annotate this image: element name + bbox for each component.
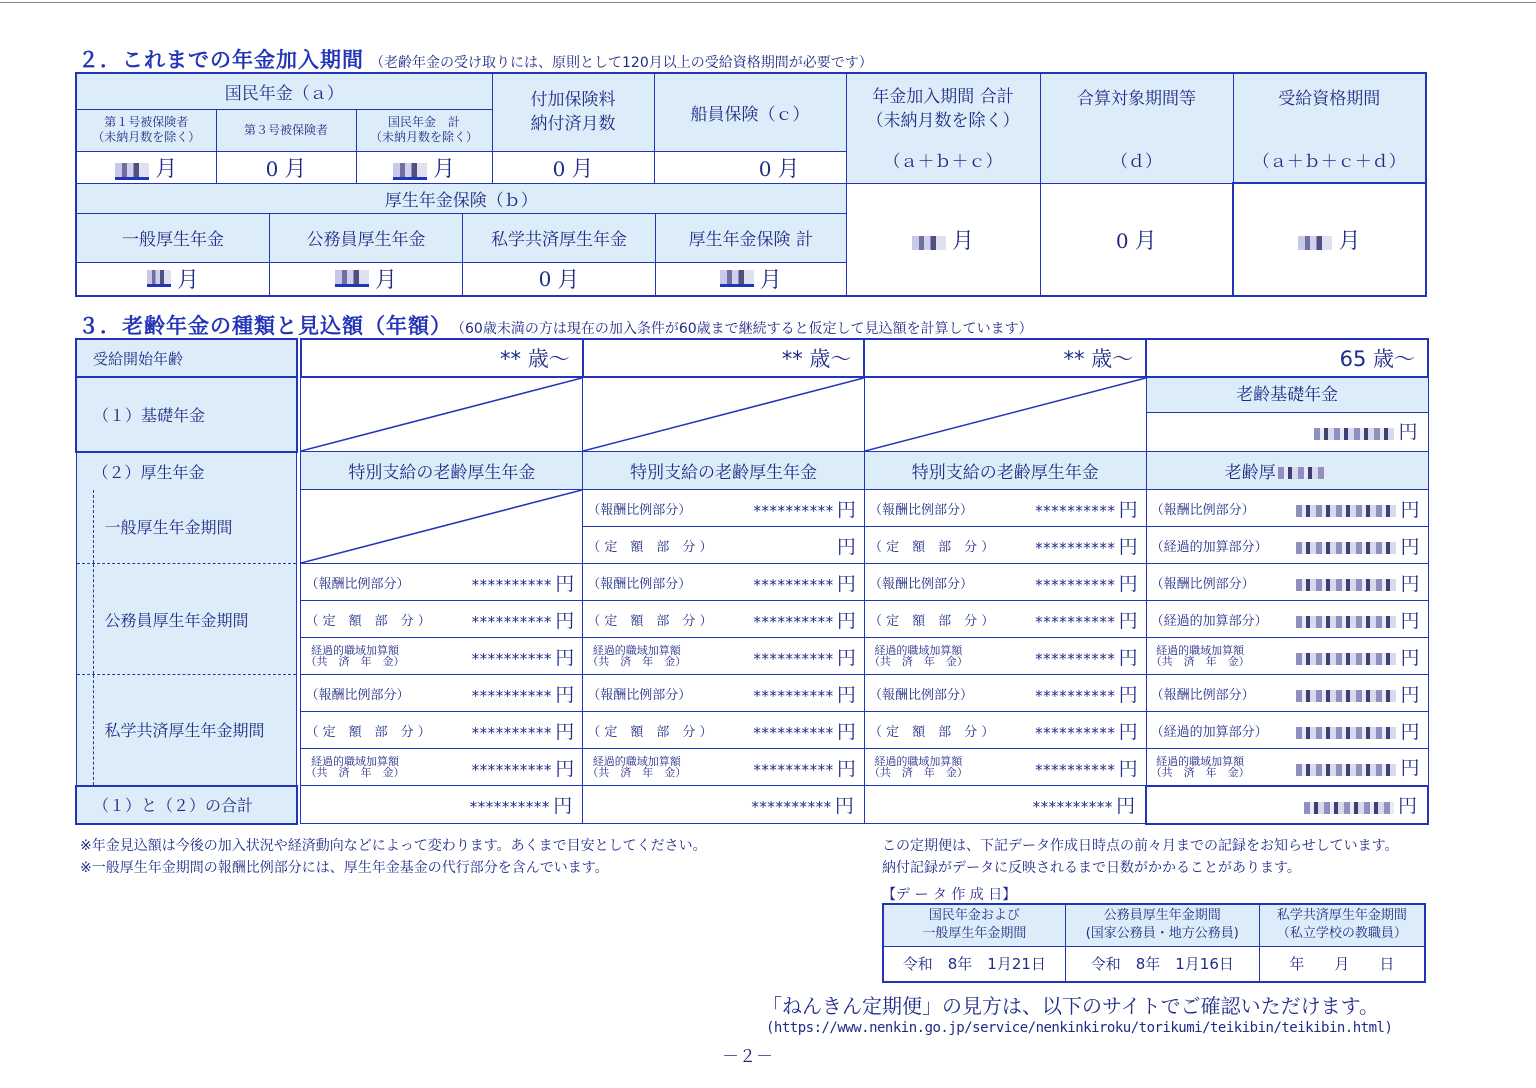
kyosai-label: （共 済 年 金） xyxy=(305,655,405,668)
keika_kasan-label: （経過的加算部分） xyxy=(1150,724,1268,740)
gokei-value xyxy=(846,183,1040,296)
yen-unit: 円 xyxy=(836,572,856,595)
section2-title: ２．これまでの年金加入期間 （老齢年金の受け取りには、原則として120月以上の受給資格期間が必要です） xyxy=(78,48,873,72)
gassan-header xyxy=(1040,73,1233,183)
houshu-label: （報酬比例部分） xyxy=(587,502,692,518)
komuin-label: 公務員厚生年金期間 xyxy=(104,610,249,630)
yen-unit: 円 xyxy=(1118,646,1138,669)
kyosai-label: （共 済 年 金） xyxy=(305,766,405,779)
gassan-number: 0 xyxy=(1115,228,1129,253)
rokurei-kiso-value xyxy=(1147,413,1428,451)
pension-estimate-table xyxy=(75,338,1429,825)
kiso-na-1 xyxy=(301,377,583,452)
note-right-1: この定期便は、下記データ作成日時点の前々月までの記録をお知らせしています。 xyxy=(882,838,1399,854)
keika_kasan-label: （経過的加算部分） xyxy=(1150,539,1268,555)
yen-unit: 円 xyxy=(1118,683,1138,706)
date-col2-header: 公務員厚生年金期間 (国家公務員・地方公務員) xyxy=(1065,904,1259,946)
redacted-value xyxy=(1296,542,1396,554)
yen-unit: 円 xyxy=(1400,646,1420,669)
kokumin-kei-value xyxy=(356,151,492,183)
komuin-teigaku-1 xyxy=(301,601,583,638)
fuka-value xyxy=(492,151,654,183)
shokuiki-label: 経過的職域加算額 xyxy=(310,644,399,657)
komuin-shoku-4 xyxy=(1146,638,1428,675)
shokuiki-label: 経過的職域加算額 xyxy=(310,755,399,768)
fuka-header: 付加保険料 納付済月数 xyxy=(492,73,654,151)
shigaku-teigaku-3 xyxy=(864,712,1146,749)
gokei-formula: （ａ＋ｂ＋ｃ） xyxy=(883,151,1003,172)
teigaku-label: （ 定 額 部 分 ） xyxy=(305,613,431,629)
kyosai-label: （共 済 年 金） xyxy=(868,766,968,779)
yen-unit: 円 xyxy=(1400,535,1420,558)
teigaku-label: （ 定 額 部 分 ） xyxy=(587,613,713,629)
komuin-label-cell xyxy=(76,564,297,675)
dai1-header xyxy=(76,109,216,151)
note-right-2: 納付記録がデータに反映されるまで日数がかかることがあります。 xyxy=(882,860,1301,876)
houshu-label: （報酬比例部分） xyxy=(305,576,410,592)
date-col3-header: 私学共済厚生年金期間 （私立学校の教職員） xyxy=(1259,904,1425,946)
tokubetsu-2: 特別支給の老齢厚生年金 xyxy=(583,452,865,490)
shigaku-number: 0 xyxy=(538,266,552,291)
month-unit: 月 xyxy=(432,156,455,182)
shigaku-shoku-3 xyxy=(864,749,1146,786)
ippan-houshu-4 xyxy=(1146,490,1428,527)
diagonal-strike xyxy=(583,378,864,451)
houshu-label: （報酬比例部分） xyxy=(587,576,692,592)
yen-unit: 円 xyxy=(1400,572,1420,595)
yen-unit: 円 xyxy=(555,757,575,780)
houshu-label: （報酬比例部分） xyxy=(1150,576,1255,592)
kokumin-kei-label: 国民年金 計 xyxy=(387,115,460,129)
yen-unit: 円 xyxy=(553,795,573,817)
shigaku-houshu-4 xyxy=(1146,675,1428,712)
yen-unit: 円 xyxy=(555,572,575,595)
masked-amount: ********** xyxy=(750,798,831,816)
jukyu-value xyxy=(1233,183,1426,296)
teigaku-label: （ 定 額 部 分 ） xyxy=(868,613,995,629)
masked-amount: ********** xyxy=(1034,612,1115,631)
ippan-teigaku-2 xyxy=(583,527,865,564)
redacted-value xyxy=(1304,802,1394,814)
teigaku-label: （ 定 額 部 分 ） xyxy=(587,724,713,740)
teigaku-label: （ 定 額 部 分 ） xyxy=(868,724,995,740)
gokei-label: 年金加入期間 合計 （未納月数を除く） xyxy=(866,86,1020,131)
masked-amount: ********** xyxy=(752,612,833,631)
yen-unit: 円 xyxy=(836,683,856,706)
redacted-value xyxy=(115,163,149,180)
teigaku-label: （ 定 額 部 分 ） xyxy=(587,539,713,555)
komuin-teigaku-2 xyxy=(583,601,865,638)
yen-unit: 円 xyxy=(836,757,856,780)
masked-amount: ********** xyxy=(752,760,833,779)
fuka-number: 0 xyxy=(552,156,566,181)
ippan-label-cell xyxy=(76,490,297,564)
rokurei-kosei-label xyxy=(1146,452,1428,490)
masked-amount: ********** xyxy=(470,760,552,779)
shigaku-label-cell xyxy=(76,675,297,786)
diagonal-strike xyxy=(865,378,1146,451)
masked-amount: ********** xyxy=(1034,686,1115,705)
komuin-value xyxy=(270,263,463,295)
month-unit: 月 xyxy=(284,156,307,182)
kosei-kei-value xyxy=(656,263,846,295)
senin-header: 船員保険（ｃ） xyxy=(654,73,846,151)
redacted-value xyxy=(912,236,946,250)
masked-amount: ********** xyxy=(752,649,833,668)
kokumin-header: 国民年金（ａ） xyxy=(76,73,492,109)
yen-unit: 円 xyxy=(1397,795,1417,817)
data-date-table xyxy=(882,903,1426,983)
kiso-65 xyxy=(1146,377,1428,452)
shigaku-shoku-1 xyxy=(301,749,583,786)
kyosai-label: （共 済 年 金） xyxy=(868,655,968,668)
shigaku-shoku-4 xyxy=(1146,749,1428,786)
senin-value xyxy=(654,151,846,183)
diagonal-strike xyxy=(301,490,582,563)
ippan-na-1 xyxy=(301,490,583,564)
note-left-1: ※年金見込額は今後の加入状況や経済動向などによって変わります。あくまで目安としてください。 xyxy=(80,838,707,854)
shokuiki-label: 経過的職域加算額 xyxy=(874,755,963,768)
note-left-2: ※一般厚生年金期間の報酬比例部分には、厚生年金基金の代行部分を含んでいます。 xyxy=(80,860,609,876)
yen-unit: 円 xyxy=(555,683,575,706)
yen-unit: 円 xyxy=(1398,421,1418,443)
teigaku-label: （ 定 額 部 分 ） xyxy=(868,539,995,555)
masked-amount: ********** xyxy=(752,501,833,520)
yen-unit: 円 xyxy=(1400,609,1420,632)
redacted-value xyxy=(1298,236,1332,250)
redacted-value xyxy=(1296,690,1396,702)
month-unit: 月 xyxy=(759,268,782,293)
jukyu-formula: （ａ＋ｂ＋ｃ＋ｄ） xyxy=(1252,152,1406,172)
rokurei-kosei-text: 老齢厚 xyxy=(1224,463,1276,483)
yen-unit: 円 xyxy=(1400,757,1420,780)
date-col2-value: 令和 8年 1月16日 xyxy=(1065,946,1259,982)
age-col-1: ** 歳～ xyxy=(301,339,583,377)
month-unit: 月 xyxy=(777,156,800,182)
dai1-value xyxy=(76,151,216,183)
yen-unit: 円 xyxy=(836,646,856,669)
shokuiki-label: 経過的職域加算額 xyxy=(592,644,681,657)
masked-amount: ********** xyxy=(470,612,552,631)
date-col3-value: 年 月 日 xyxy=(1259,946,1425,982)
rokurei-kiso-label: 老齢基礎年金 xyxy=(1147,378,1428,413)
komuin-shoku-2 xyxy=(583,638,865,675)
total-col-4 xyxy=(1146,786,1428,824)
shigaku-teigaku-2 xyxy=(583,712,865,749)
ippan-row xyxy=(76,490,1428,527)
yen-unit: 円 xyxy=(836,720,856,743)
yen-unit: 円 xyxy=(1116,795,1136,817)
dai3-value xyxy=(216,151,356,183)
shokuiki-label: 経過的職域加算額 xyxy=(1156,754,1245,768)
kosei-subheader-row xyxy=(76,213,846,262)
houshu-label: （報酬比例部分） xyxy=(1150,502,1255,518)
komuin-houshu-2 xyxy=(583,564,865,601)
yen-unit: 円 xyxy=(1118,720,1138,743)
masked-amount: ********** xyxy=(468,798,550,816)
ippan-teigaku-3 xyxy=(864,527,1146,564)
ippan-houshu-2 xyxy=(583,490,865,527)
yen-unit: 円 xyxy=(1118,535,1138,558)
yen-unit: 円 xyxy=(836,535,856,558)
komuin-houshu-4 xyxy=(1146,564,1428,601)
dai3-header: 第３号被保険者 xyxy=(216,109,356,151)
yen-unit: 円 xyxy=(1118,757,1138,780)
group-bracket xyxy=(93,490,94,564)
month-unit: 月 xyxy=(155,156,178,182)
kiso-na-2 xyxy=(583,377,865,452)
masked-amount: ********** xyxy=(470,723,552,742)
redacted-value xyxy=(393,163,427,180)
shigaku-houshu-2 xyxy=(583,675,865,712)
guide-url[interactable]: (https://www.nenkin.go.jp/service/nenkinkiroku/torikumi/teikibin/teikibin.html) xyxy=(766,1020,1393,1036)
redacted-value xyxy=(1296,727,1396,739)
houshu-label: （報酬比例部分） xyxy=(1150,687,1255,703)
shigaku-keika_kasan-4 xyxy=(1146,712,1428,749)
gassan-formula: （ｄ） xyxy=(1111,152,1162,173)
masked-amount: ********** xyxy=(1034,501,1115,520)
total-col-2 xyxy=(583,786,865,824)
komuin-houshu-3 xyxy=(864,564,1146,601)
redacted-value xyxy=(1296,653,1396,665)
yen-unit: 円 xyxy=(836,609,856,632)
kokumin-kei-header xyxy=(356,109,492,151)
ippan-value xyxy=(77,263,270,295)
redacted-value xyxy=(335,270,369,287)
masked-amount: ********** xyxy=(1034,575,1115,594)
houshu-label: （報酬比例部分） xyxy=(868,502,973,518)
group-bracket xyxy=(93,675,94,785)
masked-amount: ********** xyxy=(470,575,552,594)
senin-number: 0 xyxy=(758,156,772,181)
shokuiki-label: 経過的職域加算額 xyxy=(1156,644,1245,657)
guide-text: 「ねんきん定期便」の見方は、以下のサイトでご確認いただけます。 xyxy=(762,994,1379,1018)
gokei-header xyxy=(846,73,1040,183)
komuin-houshu-1 xyxy=(301,564,583,601)
date-col1-value: 令和 8年 1月21日 xyxy=(883,946,1065,982)
total-label: （１）と（２）の合計 xyxy=(76,786,297,824)
komuin-row xyxy=(76,564,1428,601)
kyosai-label: （共 済 年 金） xyxy=(1150,655,1250,668)
kokumin-kei-sub: （未納月数を除く） xyxy=(369,130,478,144)
page-number: －２－ xyxy=(722,1047,773,1067)
shigaku-row xyxy=(76,675,1428,712)
total-col-3 xyxy=(864,786,1146,824)
ippan-keika_kasan-4 xyxy=(1146,527,1428,564)
age-col-2: ** 歳～ xyxy=(583,339,865,377)
shigaku-label: 私学共済厚生年金期間 xyxy=(104,721,265,741)
shigaku-header: 私学共済厚生年金 xyxy=(463,214,656,262)
houshu-label: （報酬比例部分） xyxy=(868,576,973,592)
gassan-value xyxy=(1040,183,1233,296)
masked-amount: ********** xyxy=(752,575,833,594)
yen-unit: 円 xyxy=(1400,720,1420,743)
kosei-value-row xyxy=(76,262,846,296)
masked-amount: ********** xyxy=(1034,538,1115,557)
teigaku-label: （ 定 額 部 分 ） xyxy=(305,724,431,740)
houshu-label: （報酬比例部分） xyxy=(305,687,410,703)
redacted-value xyxy=(1314,428,1394,440)
total-col-1 xyxy=(301,786,583,824)
redacted-text xyxy=(1278,467,1328,479)
masked-amount: ********** xyxy=(752,723,833,742)
redacted-value xyxy=(1296,764,1396,776)
tokubetsu-1: 特別支給の老齢厚生年金 xyxy=(301,452,583,490)
yen-unit: 円 xyxy=(555,720,575,743)
kiso-label: （１）基礎年金 xyxy=(76,377,297,452)
yen-unit: 円 xyxy=(1118,572,1138,595)
kosei-label: （２）厚生年金 xyxy=(76,452,297,490)
start-age-label: 受給開始年齢 xyxy=(76,339,297,377)
section3-title: ３．老齢年金の種類と見込額（年額） （60歳未満の方は現在の加入条件が60歳まで継続すると仮定して見込額を計算しています） xyxy=(78,314,1033,338)
section2-note: （老齢年金の受け取りには、原則として120月以上の受給資格期間が必要です） xyxy=(370,55,873,71)
shigaku-houshu-3 xyxy=(864,675,1146,712)
komuin-teigaku-3 xyxy=(864,601,1146,638)
ippan-houshu-3 xyxy=(864,490,1146,527)
month-unit: 月 xyxy=(176,268,199,293)
jukyu-header xyxy=(1233,73,1426,183)
kyosai-label: （共 済 年 金） xyxy=(587,655,687,668)
dai3-number: 0 xyxy=(265,156,279,181)
estimate-rows xyxy=(76,490,1428,786)
yen-unit: 円 xyxy=(555,609,575,632)
masked-amount: ********** xyxy=(470,649,552,668)
kosei-kei-header: 厚生年金保険 計 xyxy=(688,230,813,250)
month-unit: 月 xyxy=(1338,228,1361,254)
dai1-sub: （未納月数を除く） xyxy=(92,130,201,144)
komuin-shoku-1 xyxy=(301,638,583,675)
masked-amount: ********** xyxy=(470,686,552,705)
shigaku-teigaku-1 xyxy=(301,712,583,749)
age-col-4: 65 歳～ xyxy=(1146,339,1428,377)
jukyu-label: 受給資格期間 xyxy=(1278,89,1381,109)
diagonal-strike xyxy=(301,378,582,451)
komuin-shoku-3 xyxy=(864,638,1146,675)
redacted-value xyxy=(147,270,171,287)
data-date-title: 【デ ー タ 作 成 日】 xyxy=(882,887,1017,903)
age-col-3: ** 歳～ xyxy=(864,339,1146,377)
date-col1-header: 国民年金および 一般厚生年金期間 xyxy=(883,904,1065,946)
section3-note: （60歳未満の方は現在の加入条件が60歳まで継続すると仮定して見込額を計算しています） xyxy=(458,321,1033,337)
masked-amount: ********** xyxy=(1031,798,1113,816)
tokubetsu-3: 特別支給の老齢厚生年金 xyxy=(864,452,1146,490)
komuin-header: 公務員厚生年金 xyxy=(270,214,463,262)
redacted-value xyxy=(1296,579,1396,591)
masked-amount: ********** xyxy=(1034,760,1115,779)
keika_kasan-label: （経過的加算部分） xyxy=(1150,613,1268,629)
dai1-label: 第１号被保険者 xyxy=(104,115,189,129)
enrollment-period-table xyxy=(75,72,1427,297)
yen-unit: 円 xyxy=(834,795,854,817)
shigaku-houshu-1 xyxy=(301,675,583,712)
redacted-value xyxy=(720,270,754,287)
shigaku-value xyxy=(463,263,656,295)
kyosai-label: （共 済 年 金） xyxy=(587,766,687,779)
month-unit: 月 xyxy=(1134,228,1157,254)
houshu-label: （報酬比例部分） xyxy=(868,687,973,703)
ippan-label: 一般厚生年金期間 xyxy=(104,517,233,537)
month-unit: 月 xyxy=(951,228,974,254)
month-unit: 月 xyxy=(571,156,594,182)
group-bracket xyxy=(93,564,94,674)
masked-amount: ********** xyxy=(1034,723,1115,742)
ippan-header: 一般厚生年金 xyxy=(77,214,270,262)
komuin-keika_kasan-4 xyxy=(1146,601,1428,638)
month-unit: 月 xyxy=(557,268,580,293)
kosei-header: 厚生年金保険（ｂ） xyxy=(76,183,846,213)
houshu-label: （報酬比例部分） xyxy=(587,687,692,703)
redacted-value xyxy=(1296,505,1396,517)
yen-unit: 円 xyxy=(1400,498,1420,521)
kiso-na-3 xyxy=(864,377,1146,452)
gassan-label: 合算対象期間等 xyxy=(1077,89,1196,110)
yen-unit: 円 xyxy=(1118,609,1138,632)
yen-unit: 円 xyxy=(555,646,575,669)
month-unit: 月 xyxy=(374,268,397,293)
shokuiki-label: 経過的職域加算額 xyxy=(592,755,681,768)
top-rule xyxy=(0,2,1536,3)
shigaku-shoku-2 xyxy=(583,749,865,786)
yen-unit: 円 xyxy=(1400,683,1420,706)
masked-amount: ********** xyxy=(1034,649,1115,668)
shokuiki-label: 経過的職域加算額 xyxy=(874,644,963,657)
redacted-value xyxy=(1296,616,1396,628)
yen-unit: 円 xyxy=(1118,498,1138,521)
yen-unit: 円 xyxy=(836,498,856,521)
masked-amount: ********** xyxy=(752,686,833,705)
kyosai-label: （共 済 年 金） xyxy=(1150,765,1250,779)
